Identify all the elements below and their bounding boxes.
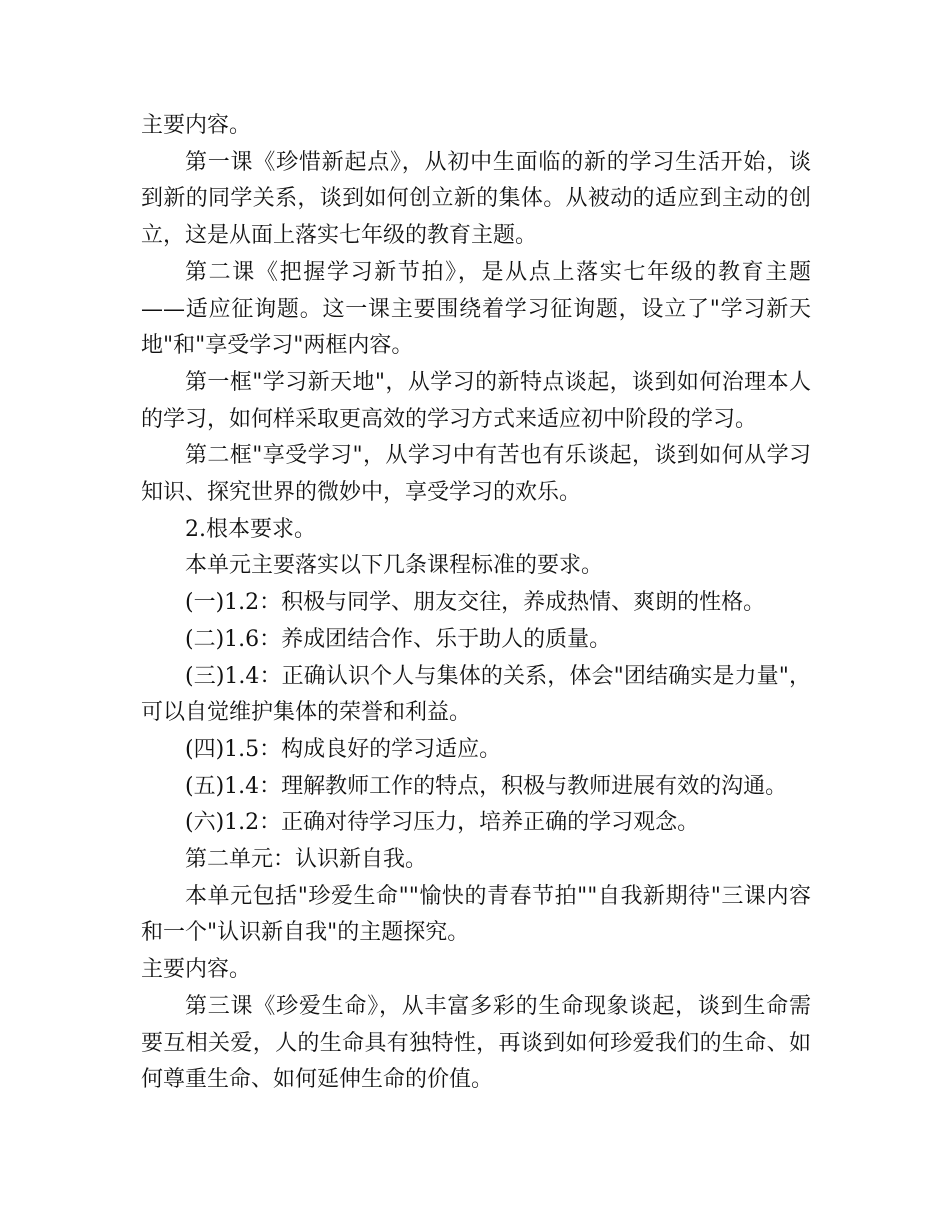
paragraph-lesson-3: 第三课《珍爱生命》，从丰富多彩的生命现象谈起，谈到生命需要互相关爱，人的生命具有独特性，再谈到如何珍爱我们的生命、如何尊重生命、如何延伸生命的价值。 — [141, 993, 811, 1093]
paragraph-standard-2: (二)1.6：养成团结合作、乐于助人的质量。 — [185, 626, 612, 652]
paragraph-standard-3: (三)1.4：正确认识个人与集体的关系，体会"团结确实是力量"，可以自觉维护集体的荣誉和利益。 — [141, 663, 811, 726]
paragraph-standard-4: (四)1.5：构成良好的学习适应。 — [185, 736, 502, 762]
paragraph-standard-1: (一)1.2：积极与同学、朋友交往，养成热情、爽朗的性格。 — [185, 590, 766, 616]
paragraph-lesson-1: 第一课《珍惜新起点》，从初中生面临的新的学习生活开始，谈到新的同学关系，谈到如何创立新的集体。从被动的适应到主动的创立，这是从面上落实七年级的教育主题。 — [141, 149, 811, 249]
paragraph-main-content-1: 主要内容。 — [141, 113, 252, 138]
paragraph-unit-2-title: 第二单元：认识新自我。 — [185, 847, 428, 873]
paragraph-standard-6: (六)1.2：正确对待学习压力，培养正确的学习观念。 — [185, 810, 700, 836]
paragraph-lesson-2: 第二课《把握学习新节拍》，是从点上落实七年级的教育主题——适应征询题。这一课主要围绕着学习征询题，设立了"学习新天地"和"享受学习"两框内容。 — [141, 259, 811, 359]
paragraph-basic-requirements: 2.根本要求。 — [185, 516, 316, 542]
paragraph-standard-5: (五)1.4：理解教师工作的特点，积极与教师进展有效的沟通。 — [185, 773, 788, 799]
paragraph-frame-2: 第二框"享受学习"，从学习中有苦也有乐谈起，谈到如何从学习知识、探究世界的微妙中，享受学习的欢乐。 — [141, 443, 811, 506]
document-body — [141, 108, 811, 1099]
paragraph-standards-intro: 本单元主要落实以下几条课程标准的要求。 — [185, 553, 604, 579]
paragraph-main-content-2: 主要内容。 — [141, 957, 252, 983]
paragraph-unit-2-intro: 本单元包括"珍爱生命""愉快的青春节拍""自我新期待"三课内容和一个"认识新自我"的主题探究。 — [141, 883, 811, 946]
paragraph-frame-1: 第一框"学习新天地"，从学习的新特点谈起，谈到如何治理本人的学习，如何样采取更高效的学习方式来适应初中阶段的学习。 — [141, 369, 811, 432]
